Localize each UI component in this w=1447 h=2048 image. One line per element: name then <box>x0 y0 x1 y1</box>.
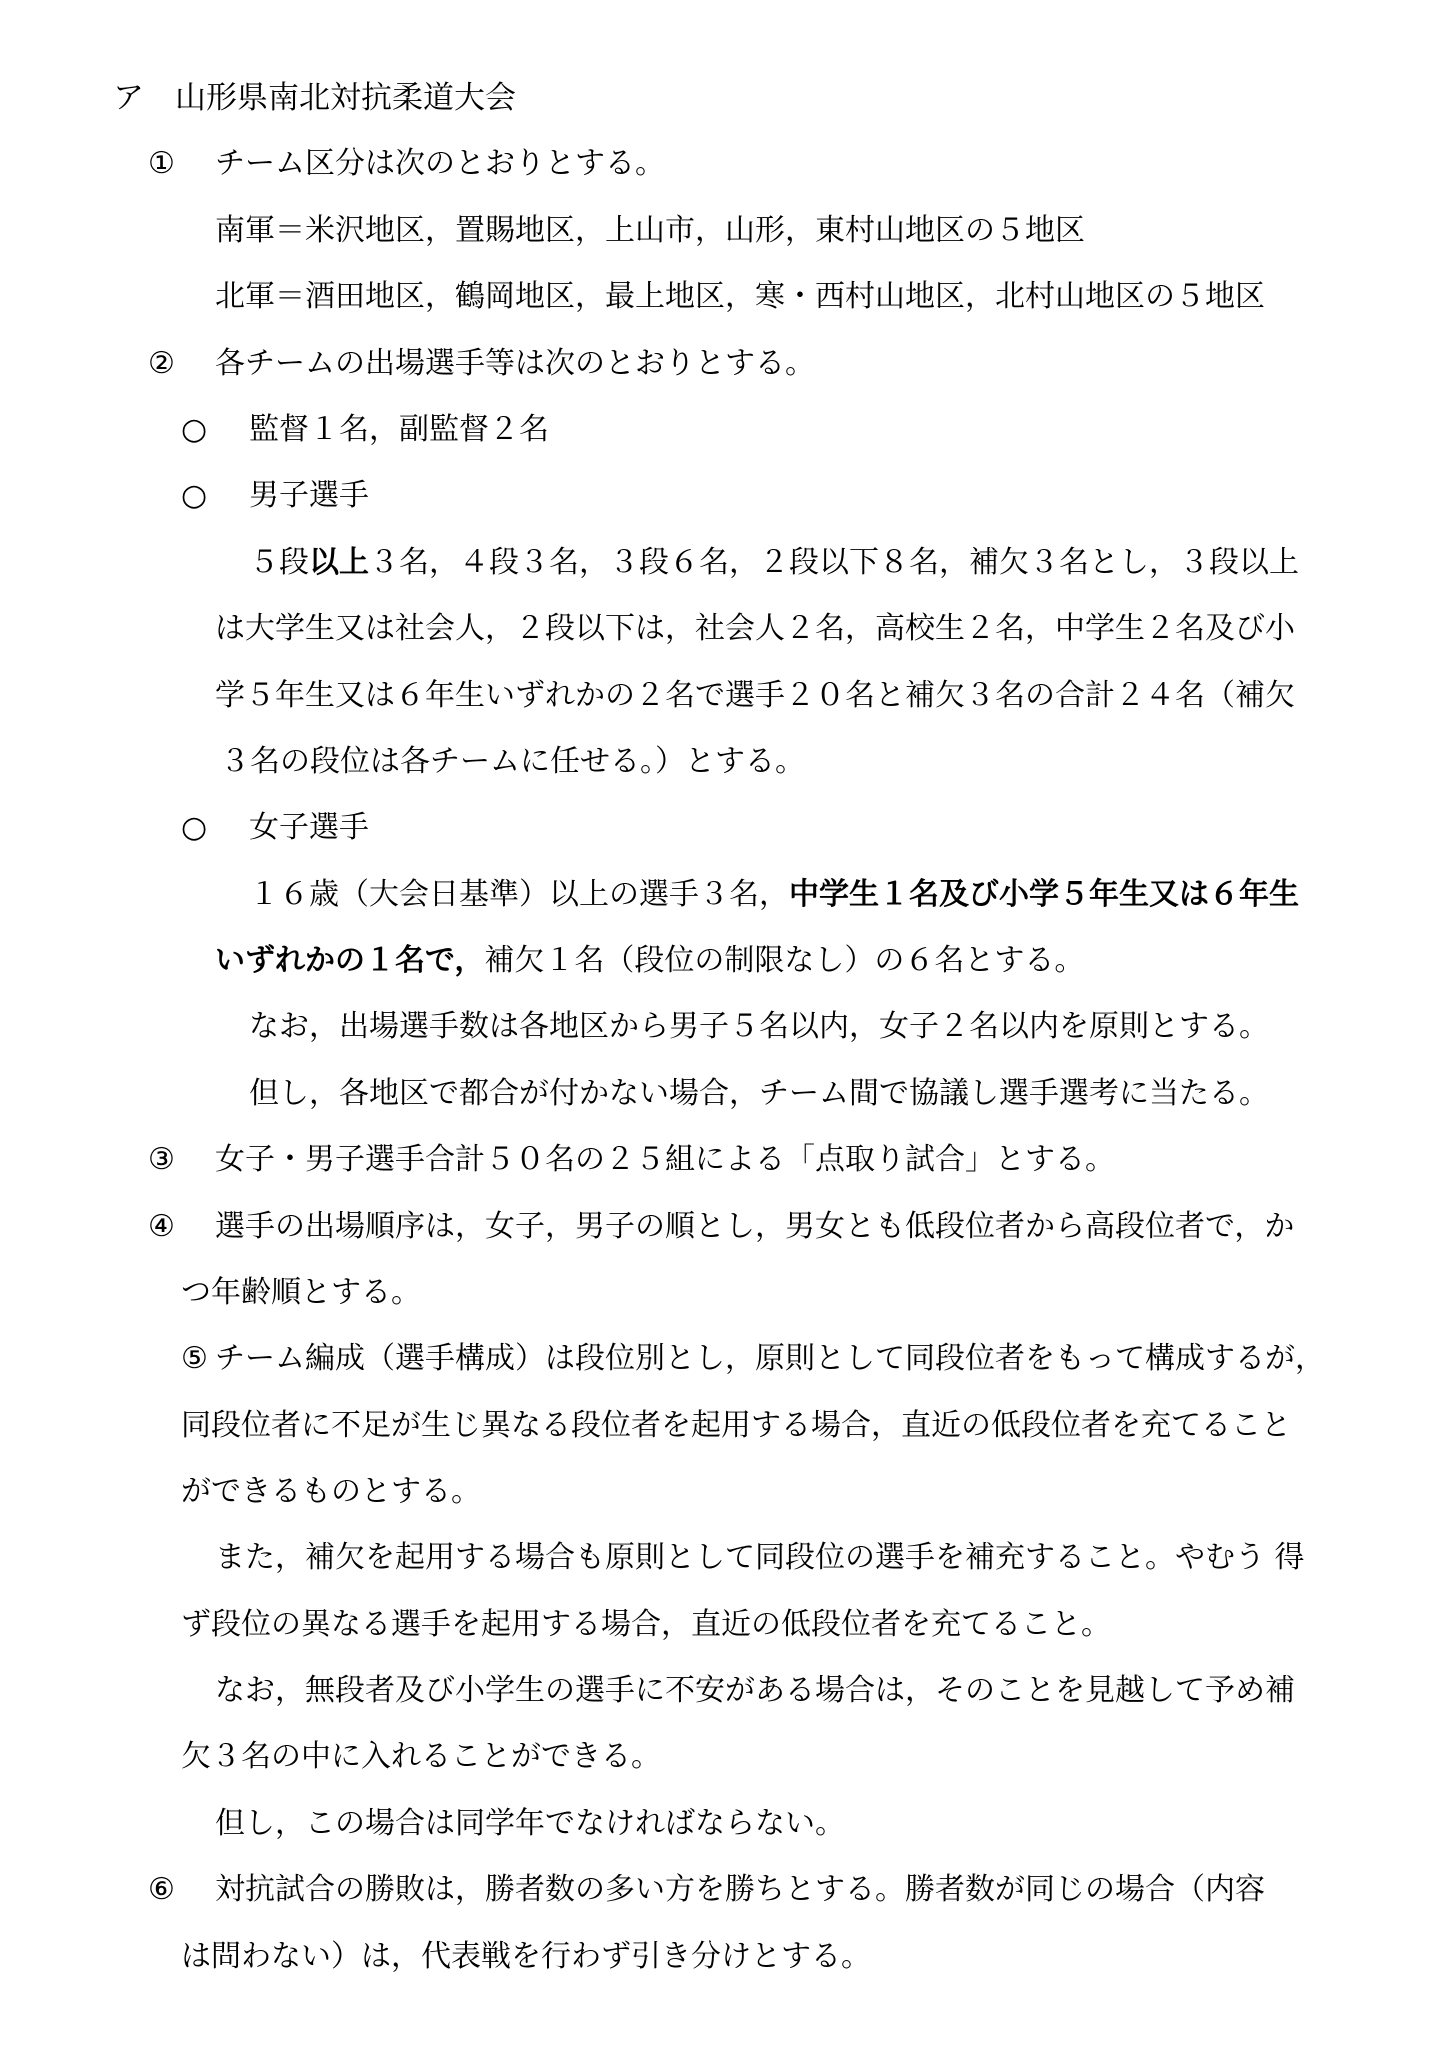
item5-line1: チーム編成（選手構成）は段位別とし，原則として同段位者をもって構成するが， <box>215 1341 1325 1376</box>
female-title: 女子選手 <box>249 810 369 845</box>
male-line1-bold: 以上 <box>309 545 369 580</box>
item5-line5: ず段位の異なる選手を起用する場合，直近の低段位者を充てること。 <box>181 1607 1111 1642</box>
male-paragraph-line1 <box>249 543 1299 583</box>
item5-line8: 但し，この場合は同学年でなければならない。 <box>215 1806 845 1841</box>
female-line2-b: 補欠１名（段位の制限なし）の６名とする。 <box>484 943 1085 978</box>
item5-line2: 同段位者に不足が生じ異なる段位者を起用する場合，直近の低段位者を充てること <box>181 1408 1291 1443</box>
item1-text: チーム区分は次のとおりとする。 <box>215 146 665 181</box>
male-title: 男子選手 <box>249 478 369 513</box>
note-line2: 但し，各地区で都合が付かない場合，チーム間で協議し選手選考に当たる。 <box>249 1076 1269 1111</box>
item6-number: ⑥ <box>148 1872 175 1907</box>
male-paragraph-line3: 学５年生又は６年生いずれかの２名で選手２０名と補欠３名の合計２４名（補欠 <box>215 678 1295 713</box>
female-line2-bold: いずれかの１名で， <box>215 943 485 978</box>
male-line1-a: ５段 <box>249 545 309 580</box>
female-paragraph-line1 <box>249 875 1299 915</box>
item5-line4: また，補欠を起用する場合も原則として同段位の選手を補充すること。やむう 得 <box>215 1540 1305 1575</box>
item5-line6: なお，無段者及び小学生の選手に不安がある場合は，そのことを見越して予め補 <box>215 1673 1295 1708</box>
item5-line3: ができるものとする。 <box>181 1474 481 1509</box>
item6-line1: 対抗試合の勝敗は，勝者数の多い方を勝ちとする。勝者数が同じの場合（内容 <box>215 1872 1265 1907</box>
item6-line2: は問わない）は，代表戦を行わず引き分けとする。 <box>181 1939 871 1974</box>
item3-number: ③ <box>148 1142 175 1177</box>
male-paragraph-line2: は大学生又は社会人，２段以下は，社会人２名，高校生２名，中学生２名及び小 <box>215 611 1295 646</box>
south-team-text: 南軍＝米沢地区，置賜地区，上山市，山形，東村山地区の５地区 <box>215 213 1085 248</box>
item5-number: ⑤ <box>181 1341 208 1376</box>
section-heading: ア 山形県南北対抗柔道大会 <box>113 80 516 116</box>
female-paragraph-line2 <box>215 941 1084 981</box>
male-bullet: ○ <box>181 478 208 513</box>
coach-text: 監督１名，副監督２名 <box>249 412 549 447</box>
north-team-text: 北軍＝酒田地区，鶴岡地区，最上地区，寒・西村山地区，北村山地区の５地区 <box>215 279 1265 314</box>
female-line1-a: １６歳（大会日基準）以上の選手３名， <box>249 877 789 912</box>
male-paragraph-line4: ３名の段位は各チームに任せる。）とする。 <box>220 744 805 779</box>
item3-text: 女子・男子選手合計５０名の２５組による「点取り試合」とする。 <box>215 1142 1115 1177</box>
item2-text: 各チームの出場選手等は次のとおりとする。 <box>215 346 815 381</box>
male-line1-c: ３名，４段３名，３段６名，２段以下８名，補欠３名とし，３段以上 <box>369 545 1299 580</box>
item5-line7: 欠３名の中に入れることができる。 <box>181 1739 661 1774</box>
item1-number: ① <box>148 146 175 181</box>
female-bullet: ○ <box>181 810 208 845</box>
item4-line1: 選手の出場順序は，女子，男子の順とし，男女とも低段位者から高段位者で，か <box>215 1209 1295 1244</box>
female-line1-bold: 中学生１名及び小学５年生又は６年生 <box>789 877 1299 912</box>
item4-line2: つ年齢順とする。 <box>181 1275 421 1310</box>
coach-bullet: ○ <box>181 412 208 447</box>
note-line1: なお，出場選手数は各地区から男子５名以内，女子２名以内を原則とする。 <box>249 1009 1269 1044</box>
item4-number: ④ <box>148 1209 175 1244</box>
item2-number: ② <box>148 346 175 381</box>
